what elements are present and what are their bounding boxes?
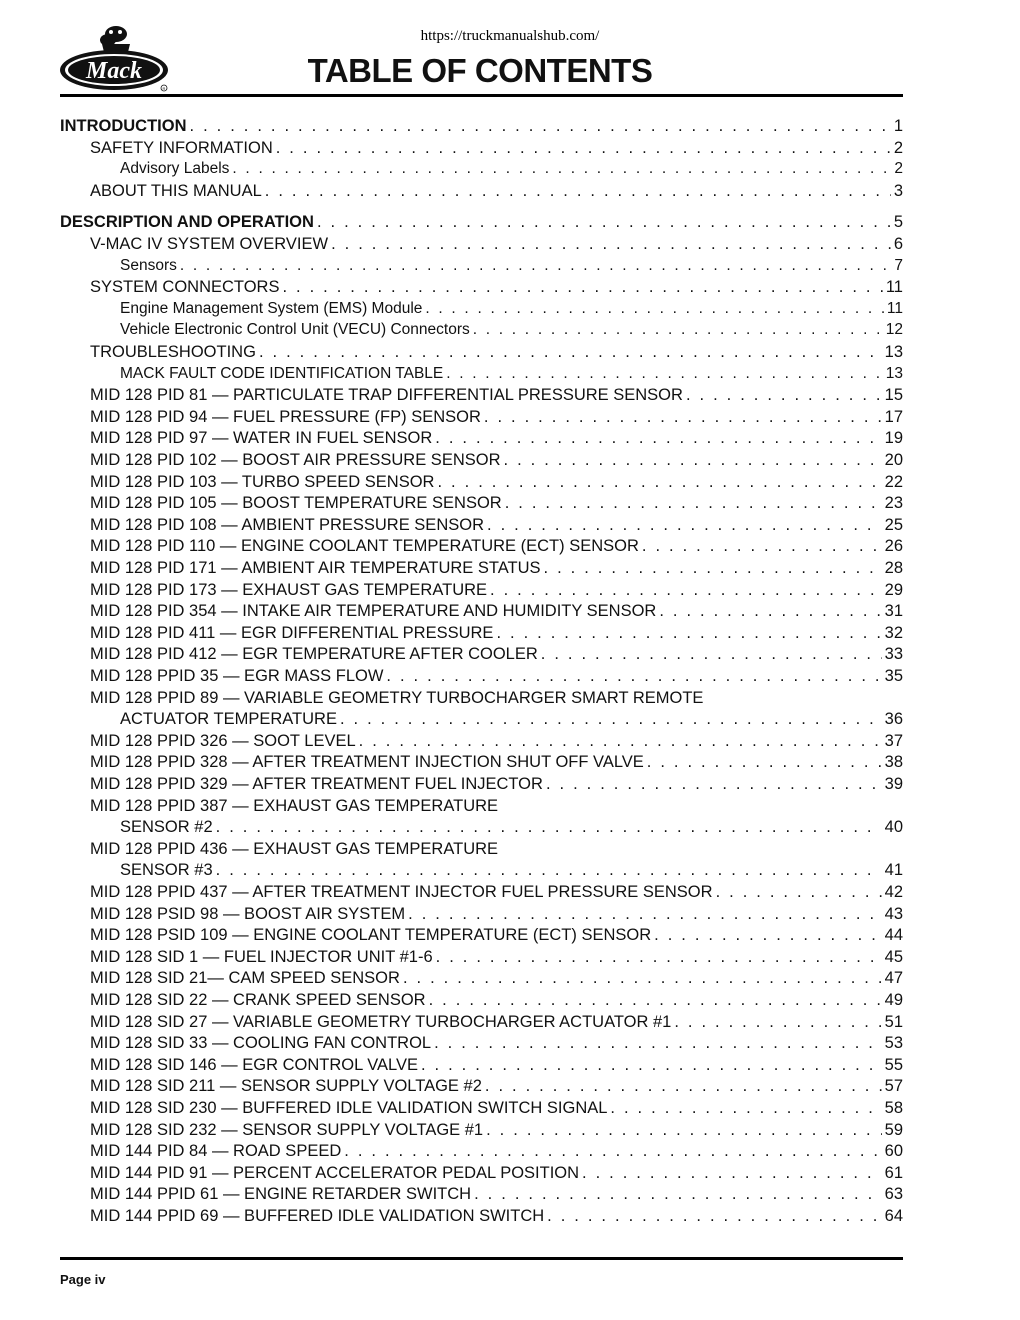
dot-leader: [674, 1011, 881, 1033]
toc-entry-label: MID 128 PSID 98 — BOOST AIR SYSTEM: [90, 904, 406, 923]
dot-leader: [546, 773, 882, 795]
toc-entry-page: 55: [884, 1055, 903, 1074]
toc-entry-page: 15: [884, 386, 903, 405]
toc-entry-label: MID 128 PID 411 — EGR DIFFERENTIAL PRESSURE: [90, 623, 494, 642]
toc-entry[interactable]: [90, 924, 903, 946]
toc-entry[interactable]: [90, 233, 903, 255]
dot-leader: [180, 255, 892, 277]
dot-leader: [505, 492, 882, 514]
toc-entry[interactable]: [90, 751, 903, 773]
toc-entry[interactable]: [90, 946, 903, 968]
page-title: TABLE OF CONTENTS: [307, 52, 653, 89]
toc-entry[interactable]: [90, 1140, 903, 1162]
toc-entry[interactable]: [120, 816, 903, 838]
dot-leader: [216, 816, 882, 838]
toc-entry-page: 5: [893, 213, 903, 232]
dot-leader: [282, 276, 882, 298]
dot-leader: [541, 643, 882, 665]
toc-entry-page: 19: [884, 429, 903, 448]
toc-entry-label: TROUBLESHOOTING: [90, 343, 256, 361]
toc-entry[interactable]: [90, 881, 903, 903]
toc-entry-page: 41: [884, 861, 903, 880]
toc-entry[interactable]: [120, 255, 903, 277]
dot-leader: [435, 427, 881, 449]
dot-leader: [544, 557, 882, 579]
toc-entry-page: 53: [884, 1034, 903, 1053]
toc-entry-page: 61: [884, 1163, 903, 1182]
toc-entry[interactable]: [90, 1183, 903, 1205]
toc-entry-page: 1: [893, 117, 903, 135]
toc-entry-page: 11: [885, 278, 903, 297]
toc-entry[interactable]: [90, 180, 903, 202]
dot-leader: [190, 115, 891, 137]
toc-entry[interactable]: [90, 643, 903, 665]
toc-entry-label: MID 128 SID 1 — FUEL INJECTOR UNIT #1-6: [90, 947, 433, 966]
toc-entry[interactable]: [90, 1097, 903, 1119]
dot-leader: [359, 730, 882, 752]
toc-entry[interactable]: [90, 1054, 903, 1076]
toc-entry[interactable]: [90, 384, 903, 406]
toc-entry-page: 3: [893, 181, 903, 200]
toc-entry-page: 2: [894, 160, 903, 178]
toc-entry[interactable]: [90, 1162, 903, 1184]
toc-entry-label: MID 128 PID 108 — AMBIENT PRESSURE SENSOR: [90, 515, 484, 534]
dot-leader: [232, 158, 891, 180]
toc-entry-label: MID 128 SID 27 — VARIABLE GEOMETRY TURBOCHARGER ACTUATOR #1: [90, 1012, 672, 1031]
toc-entry-label: MID 144 PID 91 — PERCENT ACCELERATOR PEDAL POSITION: [90, 1163, 580, 1182]
toc-entry-page: 36: [884, 710, 903, 729]
toc-entry-page: 44: [884, 926, 903, 945]
toc-entry-continuation: ACTUATOR TEMPERATURE: [120, 710, 337, 729]
toc-entry-label: MID 128 PID 354 — INTAKE AIR TEMPERATURE AND HUMIDITY SENSOR: [90, 602, 657, 621]
toc-entry-page: 17: [884, 407, 903, 426]
dot-leader: [582, 1162, 882, 1184]
dot-leader: [386, 665, 881, 687]
toc-entry-label: MID 128 SID 22 — CRANK SPEED SENSOR: [90, 991, 426, 1009]
toc-entry-label: MID 128 PPID 328 — AFTER TREATMENT INJECTION SHUT OFF VALVE: [90, 753, 644, 772]
toc-entry[interactable]: [90, 579, 903, 601]
toc-entry-label: Sensors: [120, 256, 177, 274]
dot-leader: [474, 1183, 882, 1205]
dot-leader: [216, 859, 882, 881]
dot-leader: [421, 1054, 882, 1076]
toc-entry-label: MID 128 PPID 329 — AFTER TREATMENT FUEL INJECTOR: [90, 775, 543, 793]
toc-entry-page: 51: [884, 1012, 903, 1031]
toc-entry-page: 26: [884, 537, 903, 556]
dot-leader: [504, 449, 882, 471]
toc-entry-label: MID 128 PID 94 — FUEL PRESSURE (FP) SENSOR: [90, 407, 481, 426]
toc-entry-page: 23: [884, 494, 903, 513]
toc-entry-label: MID 128 PID 171 — AMBIENT AIR TEMPERATURE STATUS: [90, 559, 541, 577]
toc-entry[interactable]: [90, 535, 903, 557]
toc-entry-page: 31: [884, 602, 903, 621]
toc-entry[interactable]: [90, 1032, 903, 1054]
toc-entry-page: 25: [884, 515, 903, 534]
toc-entry[interactable]: [120, 363, 903, 385]
toc-entry-label: MACK FAULT CODE IDENTIFICATION TABLE: [120, 364, 444, 382]
toc-entry-page: 13: [884, 343, 903, 361]
toc-entry-page: 22: [884, 472, 903, 491]
dot-leader: [340, 708, 882, 730]
dot-leader: [434, 1032, 882, 1054]
toc-entry-label: DESCRIPTION AND OPERATION: [60, 213, 314, 232]
toc-entry-continuation: SENSOR #3: [120, 861, 213, 880]
toc-entry-page: 60: [884, 1142, 903, 1161]
toc-entry-label: MID 128 PID 110 — ENGINE COOLANT TEMPERATURE (ECT) SENSOR: [90, 537, 639, 556]
toc-entry-page: 45: [884, 947, 903, 966]
svg-text:R: R: [162, 86, 166, 91]
dot-leader: [654, 924, 882, 946]
toc-entry-label: MID 128 PID 173 — EXHAUST GAS TEMPERATURE: [90, 580, 488, 599]
toc-entry-label: Advisory Labels: [120, 160, 230, 178]
toc-entry-page: 40: [884, 818, 903, 837]
toc-entry-label: INTRODUCTION: [60, 117, 187, 135]
toc-entry[interactable]: [90, 276, 903, 298]
toc-entry-label: SAFETY INFORMATION: [90, 138, 273, 157]
toc-entry-label: MID 128 SID 33 — COOLING FAN CONTROL: [90, 1034, 432, 1053]
toc-entry[interactable]: [60, 211, 903, 233]
toc-entry-label: MID 128 PID 105 — BOOST TEMPERATURE SENSOR: [90, 494, 502, 513]
toc-entry-page: 6: [893, 235, 903, 253]
toc-entry[interactable]: [90, 665, 903, 687]
toc-entry-label: V-MAC IV SYSTEM OVERVIEW: [90, 235, 329, 253]
toc-entry-label: MID 128 PSID 109 — ENGINE COOLANT TEMPERATURE (ECT) SENSOR: [90, 926, 652, 945]
toc-entry-page: 58: [884, 1099, 903, 1117]
toc-entry-label: MID 128 SID 232 — SENSOR SUPPLY VOLTAGE #1: [90, 1120, 484, 1139]
toc-entry-page: 57: [884, 1077, 903, 1096]
dot-leader: [486, 1119, 882, 1141]
toc-entry-label: Engine Management System (EMS) Module: [120, 299, 423, 317]
dot-leader: [265, 180, 891, 202]
toc-entry-label: MID 128 SID 211 — SENSOR SUPPLY VOLTAGE #2: [90, 1077, 482, 1096]
toc-entry-label: MID 128 PPID 436 — EXHAUST GAS TEMPERATURE: [90, 839, 499, 858]
toc-entry[interactable]: [90, 137, 903, 159]
toc-entry-page: 43: [884, 904, 903, 923]
toc-entry-label: MID 128 PID 103 — TURBO SPEED SENSOR: [90, 472, 435, 491]
toc-entry[interactable]: [90, 1011, 903, 1033]
dot-leader: [276, 137, 891, 159]
dot-leader: [344, 1140, 881, 1162]
toc-entry-page: 35: [884, 667, 903, 685]
toc-entry[interactable]: [90, 427, 903, 449]
dot-leader: [610, 1097, 881, 1119]
dot-leader: [446, 363, 882, 385]
toc-entry-continuation: SENSOR #2: [120, 818, 213, 837]
toc-entry-label: Vehicle Electronic Control Unit (VECU) Connectors: [120, 321, 470, 339]
toc-entry-label: MID 128 PID 97 — WATER IN FUEL SENSOR: [90, 429, 433, 448]
toc-entry[interactable]: [60, 115, 903, 137]
dot-leader: [485, 1075, 882, 1097]
toc-entry[interactable]: [90, 1205, 903, 1227]
dot-leader: [716, 881, 882, 903]
toc-entry-page: 47: [884, 969, 903, 988]
toc-entry[interactable]: [90, 406, 903, 428]
toc-entry-page: 28: [884, 559, 903, 577]
toc-entry-page: 33: [884, 645, 903, 664]
toc-entry-page: 63: [884, 1185, 903, 1204]
header-rule: [60, 94, 903, 97]
toc-entry-page: 11: [886, 299, 903, 317]
dot-leader: [408, 903, 882, 925]
toc-entry[interactable]: [90, 471, 903, 493]
toc-entry-label: MID 128 SID 21— CAM SPEED SENSOR: [90, 969, 400, 988]
dot-leader: [659, 600, 881, 622]
toc-entry[interactable]: [90, 600, 903, 622]
toc-entry[interactable]: [90, 903, 903, 925]
toc-entry-page: 37: [884, 731, 903, 750]
toc-entry-label: ABOUT THIS MANUAL: [90, 181, 262, 200]
toc-entry-page: 49: [884, 991, 903, 1009]
dot-leader: [259, 341, 882, 363]
toc-entry-page: 12: [885, 321, 903, 339]
toc-entry-label: MID 144 PPID 69 — BUFFERED IDLE VALIDATION SWITCH: [90, 1207, 545, 1225]
toc-entry-page: 39: [884, 775, 903, 793]
toc-entry-page: 64: [884, 1207, 903, 1225]
dot-leader: [484, 406, 882, 428]
toc-entry[interactable]: [90, 514, 903, 536]
toc-entry[interactable]: [90, 1119, 903, 1141]
toc-entry-label: MID 128 SID 230 — BUFFERED IDLE VALIDATION SWITCH SIGNAL: [90, 1099, 608, 1117]
dot-leader: [642, 535, 882, 557]
toc-entry-page: 38: [884, 753, 903, 772]
logo-wordmark: Mack: [86, 58, 142, 84]
toc-entry-page: 29: [884, 580, 903, 599]
dot-leader: [647, 751, 882, 773]
dot-leader: [331, 233, 891, 255]
dot-leader: [490, 579, 882, 601]
toc-entry-page: 2: [893, 138, 903, 157]
toc-entry[interactable]: [90, 1075, 903, 1097]
dot-leader: [487, 514, 882, 536]
dot-leader: [429, 989, 882, 1011]
toc-entry-label: MID 128 PID 412 — EGR TEMPERATURE AFTER COOLER: [90, 645, 538, 664]
page-number: Page iv: [60, 1272, 106, 1287]
toc-entry[interactable]: [90, 622, 903, 644]
toc-entry[interactable]: [120, 319, 903, 341]
dot-leader: [473, 319, 883, 341]
toc-entry[interactable]: [120, 708, 903, 730]
toc-entry-label: MID 128 PID 102 — BOOST AIR PRESSURE SENSOR: [90, 451, 501, 469]
toc-entry-page: 20: [884, 451, 903, 469]
toc-entry-label: MID 128 PPID 89 — VARIABLE GEOMETRY TURBOCHARGER SMART REMOTE: [90, 688, 704, 707]
footer-rule: [60, 1257, 903, 1260]
toc-entry-label: MID 128 SID 146 — EGR CONTROL VALVE: [90, 1055, 418, 1074]
toc-entry-page: 7: [894, 256, 903, 274]
toc-entry-page: 32: [884, 623, 903, 642]
toc-entry-label: MID 128 PID 81 — PARTICULATE TRAP DIFFERENTIAL PRESSURE SENSOR: [90, 386, 683, 405]
toc-entry[interactable]: [90, 730, 903, 752]
toc-entry-page: 59: [884, 1120, 903, 1139]
toc-entry-label: MID 128 PPID 387 — EXHAUST GAS TEMPERATURE: [90, 796, 499, 815]
toc-entry-page: 42: [884, 883, 903, 901]
dot-leader: [686, 384, 882, 406]
dot-leader: [437, 471, 881, 493]
dot-leader: [425, 298, 884, 320]
dot-leader: [317, 211, 891, 233]
toc-entry[interactable]: [90, 341, 903, 363]
toc-entry-label: MID 128 PPID 437 — AFTER TREATMENT INJECTOR FUEL PRESSURE SENSOR: [90, 883, 713, 901]
toc-entry-label: MID 128 PPID 326 — SOOT LEVEL: [90, 731, 356, 750]
toc-entry[interactable]: [120, 298, 903, 320]
toc-entry[interactable]: [90, 773, 903, 795]
dot-leader: [436, 946, 882, 968]
dot-leader: [547, 1205, 881, 1227]
toc-entry[interactable]: [90, 449, 903, 471]
source-url: https://truckmanualshub.com/: [420, 28, 600, 44]
toc-entry-label: MID 144 PID 84 — ROAD SPEED: [90, 1142, 342, 1161]
dot-leader: [403, 967, 882, 989]
toc-entry[interactable]: [90, 989, 903, 1011]
toc-entry[interactable]: [90, 557, 903, 579]
toc-entry-page: 13: [885, 364, 903, 382]
toc-entry[interactable]: [90, 967, 903, 989]
toc-entry-label: SYSTEM CONNECTORS: [90, 278, 280, 297]
toc-entry[interactable]: [90, 492, 903, 514]
toc-entry[interactable]: [120, 158, 903, 180]
dot-leader: [496, 622, 881, 644]
toc-entry-label: MID 128 PPID 35 — EGR MASS FLOW: [90, 667, 384, 685]
toc-entry-label: MID 144 PPID 61 — ENGINE RETARDER SWITCH: [90, 1185, 472, 1204]
toc-entry[interactable]: [120, 859, 903, 881]
